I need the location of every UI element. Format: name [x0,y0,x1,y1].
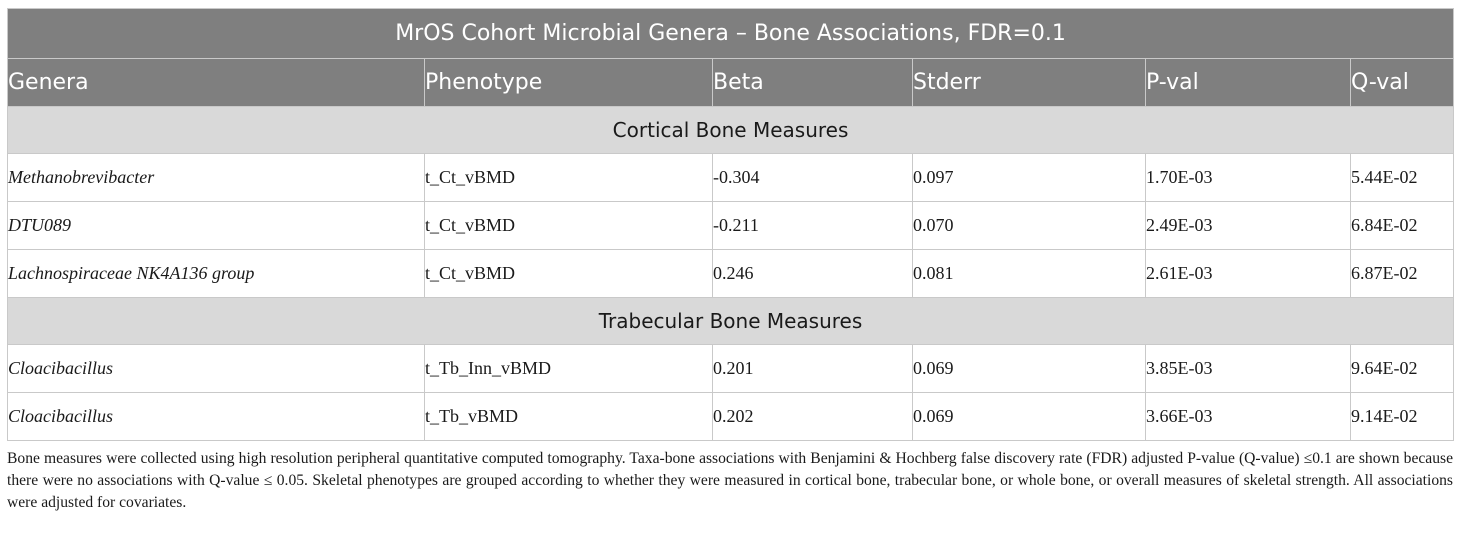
cell-stderr: 0.069 [913,345,1146,393]
cell-pval: 2.49E-03 [1146,202,1351,250]
cell-qval: 9.14E-02 [1351,393,1454,441]
column-header-row [8,59,1454,107]
cell-phenotype: t_Ct_vBMD [425,202,713,250]
table-row [8,154,1454,202]
table-row [8,393,1454,441]
associations-table [7,8,1454,441]
cell-qval: 6.87E-02 [1351,250,1454,298]
cell-stderr: 0.097 [913,154,1146,202]
cell-stderr: 0.070 [913,202,1146,250]
table-title-row [8,9,1454,59]
cell-stderr: 0.069 [913,393,1146,441]
cell-pval: 2.61E-03 [1146,250,1351,298]
column-header-pval: P-val [1146,59,1351,107]
cell-beta: 0.201 [713,345,913,393]
cell-pval: 3.66E-03 [1146,393,1351,441]
table-title: MrOS Cohort Microbial Genera – Bone Associations, FDR=0.1 [8,9,1454,59]
cell-phenotype: t_Tb_vBMD [425,393,713,441]
column-header-genera: Genera [8,59,425,107]
table-container [7,8,1453,514]
group-label: Cortical Bone Measures [8,107,1454,154]
group-row-cortical [8,107,1454,154]
table-footnote: Bone measures were collected using high resolution peripheral quantitative computed tomography. Taxa-bone associations with Benjamini & Hochberg false discovery rate (FDR) adjusted P-value (Q-value) ≤0.1 are shown because there were no associations with Q-value ≤ 0.05. Skeletal phenotypes are grouped according to whether they were measured in cortical bone, trabecular bone, or whole bone, or overall measures of skeletal strength. All associations were adjusted for covariates. [7,450,1453,511]
cell-qval: 9.64E-02 [1351,345,1454,393]
table-row [8,345,1454,393]
column-header-qval: Q-val [1351,59,1454,107]
cell-qval: 5.44E-02 [1351,154,1454,202]
cell-qval: 6.84E-02 [1351,202,1454,250]
column-header-stderr: Stderr [913,59,1146,107]
group-row-trabecular [8,298,1454,345]
cell-phenotype: t_Ct_vBMD [425,250,713,298]
cell-beta: -0.211 [713,202,913,250]
cell-genera: Lachnospiraceae NK4A136 group [8,250,425,298]
cell-phenotype: t_Ct_vBMD [425,154,713,202]
cell-genera: Methanobrevibacter [8,154,425,202]
cell-beta: 0.246 [713,250,913,298]
column-header-phenotype: Phenotype [425,59,713,107]
table-row [8,250,1454,298]
group-label: Trabecular Bone Measures [8,298,1454,345]
table-row [8,202,1454,250]
cell-beta: 0.202 [713,393,913,441]
column-header-beta: Beta [713,59,913,107]
cell-genera: Cloacibacillus [8,345,425,393]
cell-beta: -0.304 [713,154,913,202]
cell-genera: DTU089 [8,202,425,250]
cell-pval: 3.85E-03 [1146,345,1351,393]
cell-pval: 1.70E-03 [1146,154,1351,202]
cell-stderr: 0.081 [913,250,1146,298]
cell-genera: Cloacibacillus [8,393,425,441]
cell-phenotype: t_Tb_Inn_vBMD [425,345,713,393]
